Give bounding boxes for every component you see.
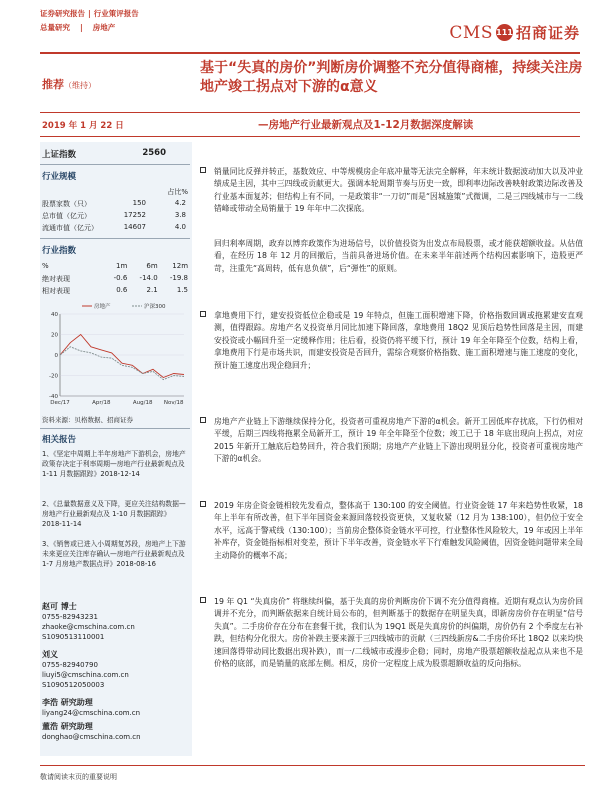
y-tick-label: 20 <box>51 332 58 339</box>
paragraph-text: 拿地费用下行，建安投资低位企稳或是 19 年特点，但施工面积增速下降，价格指数回调或拖累建安直观测，值得跟踪。房地产名义投资单月同比加速下降回落，拿地费用 18Q2 见顶后趋势性回落是主因，而建安投资或小幅回升至一定缓释作用；往后看，投资仍将平缓下行，预计 19 年全年降至个位数，结构上看，拿地费用下行是市场共识，而建安投资是否回升，需综合观察价格指数、施工面积增速与施工速度的变化，预计施工速度出现企稳回升； <box>214 311 583 370</box>
analyst-email[interactable]: zhaoke@cmschina.com.cn <box>42 623 135 631</box>
perf-key: 相对表现 <box>42 287 70 295</box>
perf-chart <box>42 300 188 410</box>
scale-key: 总市值（亿元） <box>42 212 91 220</box>
perf-val: 2.1 <box>146 286 158 294</box>
analyst-card <box>42 698 188 718</box>
bullet-icon <box>200 311 206 317</box>
related-report[interactable]: 2、《总量数据意义及下降，更应关注结构数据—房地产行业最新观点及 1-10 月数据跟踪》2018-11-14 <box>42 500 186 528</box>
analyst-card <box>42 650 188 690</box>
y-tick-label: 40 <box>51 312 58 318</box>
industry: 房地产 <box>92 23 116 32</box>
x-tick-label: Apr/18 <box>92 400 111 406</box>
analyst-phone: 0755-82940790 <box>42 661 98 669</box>
paragraph <box>200 166 583 216</box>
analyst-phone: 0755-82943231 <box>42 613 98 621</box>
perf-val: 1.5 <box>176 286 189 294</box>
divider <box>40 428 190 429</box>
footer-note: 敬请阅读末页的重要说明 <box>40 773 117 781</box>
perf-title: 行业指数 <box>42 246 77 256</box>
perf-key: 绝对表现 <box>42 275 70 283</box>
perf-val: -14.0 <box>139 274 158 282</box>
perf-val: -0.6 <box>113 274 128 282</box>
analyst-card <box>42 722 188 742</box>
scale-col-header <box>42 187 188 197</box>
report-title: 基于“失真的房价”判断房价调整不充分值得商榷，持续关注房地产竣工拐点对下游的α意义 <box>200 60 583 95</box>
scale-share: 4.0 <box>174 223 186 231</box>
perf-row <box>42 274 188 284</box>
paragraph <box>200 596 583 670</box>
perf-head: 6m <box>146 262 158 270</box>
scale-row <box>42 211 188 221</box>
series-line-1 <box>60 335 184 378</box>
paragraph-text: 销量同比反弹并转正，基数效应、中等规模房企年底冲量等无法完全解释，年末统计数据波动加大以及冲业绩成是主因，其中三四线或贡献更大。强调本轮周期节奏与历史一致，即利率边际改善映射政策边际改善及行业基本面复苏；但结构上有不同，一是政策非“一刀切”而是“因城施策”式微调，二是三四线城市与一二线错峰或带动全局销量于 19 年年中二次探底。 <box>214 167 583 214</box>
analyst-name: 赵可 博士 <box>42 602 77 611</box>
bullet-icon <box>200 167 206 173</box>
index-label: 上证指数 <box>42 150 77 160</box>
divider <box>40 164 190 165</box>
scale-share: 3.8 <box>174 211 186 219</box>
bullet-icon <box>200 417 206 423</box>
divider <box>40 238 190 239</box>
scale-key: 股票家数（只） <box>42 200 91 208</box>
analyst-name: 李浩 研究助理 <box>42 698 93 707</box>
analyst-card <box>42 602 188 642</box>
scale-value: 14607 <box>123 223 146 231</box>
perf-head: % <box>42 262 49 270</box>
scale-key: 流通市值（亿元） <box>42 224 98 232</box>
paragraph <box>200 238 583 275</box>
report-subtype: 行业策评报告 <box>93 9 139 18</box>
analyst-email[interactable]: liyang24@cmschina.com.cn <box>42 709 141 717</box>
logo-badge-icon: 111 <box>496 24 513 41</box>
title-divider <box>40 112 580 113</box>
rating <box>42 76 96 92</box>
report-date: 2019 年 1 月 22 日 <box>42 121 124 131</box>
bullet-icon <box>200 501 206 507</box>
perf-head: 12m <box>172 262 189 270</box>
scale-row <box>42 223 188 233</box>
analyst-name: 刘义 <box>42 650 58 659</box>
report-subtitle: —房地产行业最新观点及1-12月数据深度解读 <box>258 119 474 131</box>
related-report[interactable]: 1、《坚定中周期上半年房地产下游机会，房地产政策存决定于利率周期—房地产行业最新观点及 1-11 月数据跟踪》2018-12-14 <box>42 450 186 478</box>
paragraph <box>200 310 583 372</box>
x-tick-label: Nov/18 <box>163 400 184 406</box>
scale-value: 150 <box>132 199 146 207</box>
report-type: 证券研究报告 <box>40 9 85 18</box>
chart-source: 资料来源：贝格数据、招商证券 <box>42 416 133 424</box>
cms-logo <box>449 22 580 43</box>
subtitle-divider <box>40 136 580 137</box>
paragraph <box>200 416 583 466</box>
y-tick-label: 0 <box>54 353 58 359</box>
scale-value: 17252 <box>123 211 146 219</box>
header-line-2: 总量研究 | 房地产 <box>40 23 116 32</box>
report-header <box>0 0 600 58</box>
header-divider <box>40 52 580 54</box>
paragraph-text: 2019 年房企资金链相较先发看点，整体高于 130:100 的安全阈值。行业资金链 17 年来趋势性收紧，18 年上半年有所改善，但下半年国资金来源回落较投资更快，又复收紧（12 月为 138:100），但仍位于安全水平，远高于警戒线（130:100）；当前房企整体资金链水平可控，行业整体性风险较大，19 年或因上半年补库存，资金链指标相对变差，预计下半年改善，资金链水平下行难触发风险阈值，因资金链问题带来全局主动降价的概率不高； <box>214 501 583 560</box>
paragraph <box>200 500 583 562</box>
x-tick-label: Dec/17 <box>50 400 70 406</box>
rating-note: （维持） <box>64 81 96 90</box>
perf-row <box>42 286 188 296</box>
perf-head: 1m <box>116 262 128 270</box>
index-value: 2560 <box>142 148 166 158</box>
related-report[interactable]: 3、《销售或已进入小周期复苏段，房地产上下游未来更应关注库存确认—房地产行业最新观点及 1-7 月房地产数据点评》2018-08-16 <box>42 540 186 568</box>
y-tick-label: -20 <box>49 373 58 380</box>
logo-cn: 招商证券 <box>515 24 580 42</box>
legend-label: 沪深300 <box>144 304 166 310</box>
paragraph-text: 回归利率周期，政弃以博弈政策作为进场信号，以价值投资为出发点布局股票，或才能获超额收益。从估值看，在经历 18 年 12 月的回撤后，当前具备进场价值。在未来半年前述两个结构因素影响下，造股更严苛，注重先“高周转，低有息负债”，后“弹性”的原则。 <box>214 239 583 273</box>
legend-label: 房地产 <box>94 304 111 310</box>
perf-header <box>42 262 188 270</box>
research-type: 总量研究 <box>40 23 70 32</box>
perf-val: 0.6 <box>116 286 128 294</box>
header-line-1: 证券研究报告 | 行业策评报告 <box>40 9 139 18</box>
paragraph-text: 房地产产业链上下游继续保持分化，投资者可重视房地产下游的α机会。新开工因低库存扰底，下行仍相对平缓，后期三四线将拖累全局新开工，预计 19 年全年降至个位数；竣工已于 18 年底出现向上拐点，对应 2015 年新开工触底后趋势回升，符合我们预期；房地产产业链上下游出现明显分化，投资者可重视房地产下游的α机会。 <box>214 417 583 464</box>
analyst-email[interactable]: donghao@cmschina.com.cn <box>42 733 141 741</box>
perf-val: -19.8 <box>169 274 189 282</box>
index-row <box>42 148 188 160</box>
paragraph-text: 19 年 Q1 “失真房价” 将继续纠偏，基于失真的房价判断房价下调不充分值得商榷。近期有观点认为房价回调并不充分，而判断依据来自统计局公布的，但判断基于的数据存在明显失真，即新房房价存在明显“信号失真”。二手房价存在分布在套餐干扰，我们认为 19Q1 既是失真房价的纠偏期，房价仍有 2 个季度左右补跌，但结构分化很大。房价补跌主要来源于三四线城市的贡献（三四线新房&二手房价环比 18Q2 以来均快速回落得带动同比数据出现补跌），而一/二线城市或漫步企稳；同时，房地产股票超额收益起点从来也不是价格的底部，而是销量的底部左侧。相反，房价一定程度上成为股票超额收益的反向指标。 <box>214 597 583 669</box>
analyst-cert: S1090512050003 <box>42 681 105 689</box>
analyst-name: 董浩 研究助理 <box>42 722 93 731</box>
y-tick-label: -40 <box>49 394 58 400</box>
logo-latin: CMS <box>449 22 493 43</box>
scale-title: 行业规模 <box>42 172 77 182</box>
scale-share: 4.2 <box>174 199 186 207</box>
analyst-cert: S1090513110001 <box>42 633 105 641</box>
analyst-email[interactable]: liuyi5@cmschina.com.cn <box>42 671 129 679</box>
footer-divider <box>40 765 585 766</box>
x-tick-label: Aug/18 <box>132 400 153 406</box>
rating-label: 推荐 <box>42 78 64 91</box>
related-title: 相关报告 <box>42 435 77 445</box>
scale-row <box>42 199 188 209</box>
bullet-icon <box>200 597 206 603</box>
scale-col-label: 占比% <box>167 188 188 196</box>
